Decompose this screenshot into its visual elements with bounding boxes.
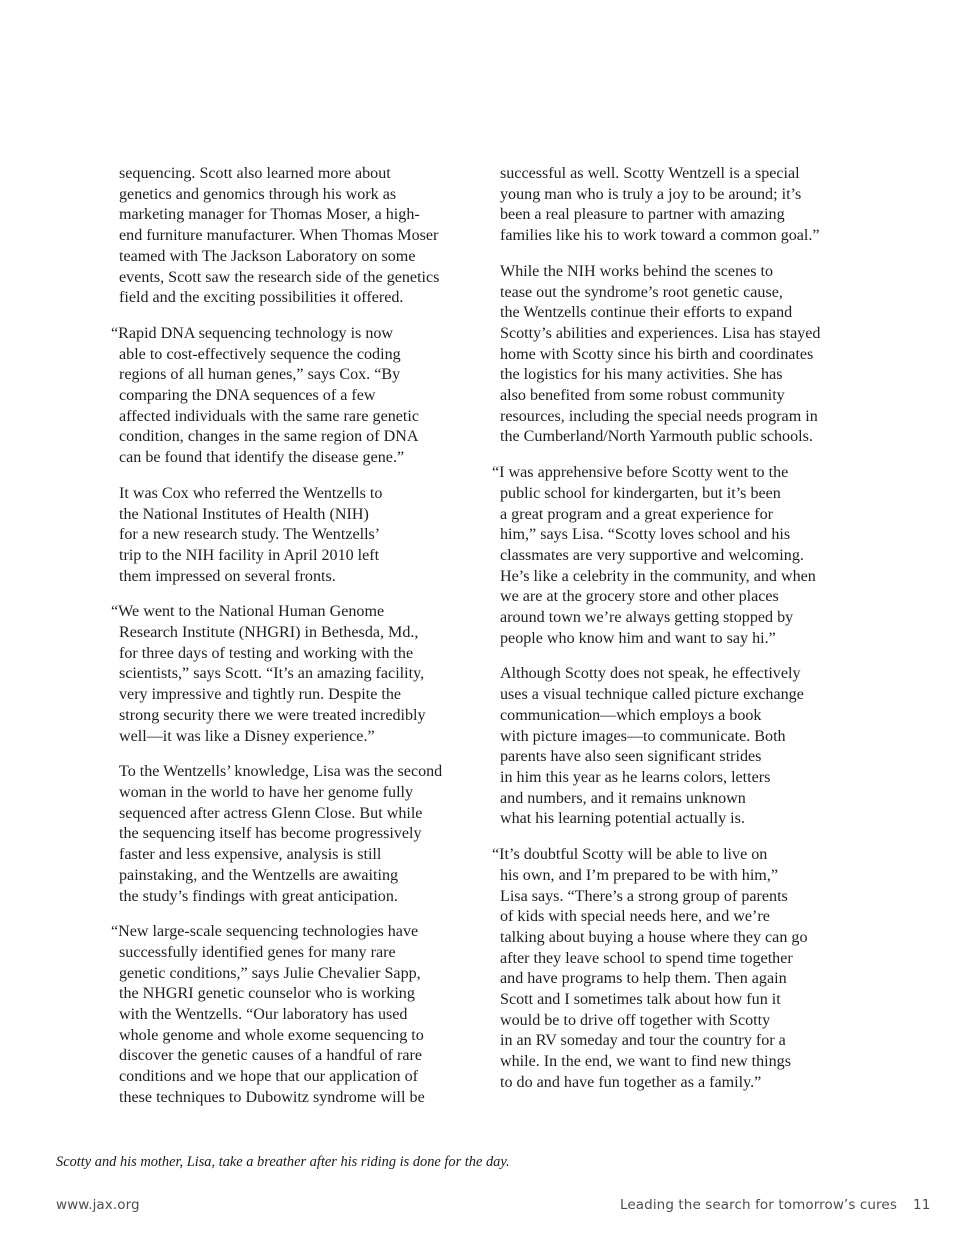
body-paragraph: To the Wentzells’ knowledge, Lisa was the second woman in the world to have her genome fully sequenced after actress Glenn Close. But while the sequencing itself has become progressively faster and less expensive, analysis is still painstaking, and the Wentzells are awaiting the study’s findings with great anticipation. (119, 763, 443, 905)
body-paragraph: It was Cox who referred the Wentzells to the National Institutes of Health (NIH) for a new research study. The Wentzells’ trip to the NIH facility in April 2010 left them impressed on several fronts. (119, 484, 383, 585)
quote-paragraph: “Rapid DNA sequencing technology is now able to cost-effectively sequence the coding regions of all human genes,” says Cox. “By comparing the DNA sequences of a few affected individuals with the same rare genetic condition, changes in the same region of DNA can be found that identify the disease gene.” (111, 324, 419, 467)
right-column (492, 164, 865, 1109)
quote-paragraph: “We went to the National Human Genome Research Institute (NHGRI) in Bethesda, Md., for three days of testing and working with the scientists,” says Scott. “It’s an amazing facility, very impressive and tightly run. Despite the strong security there we were treated incredibly well—it was like a Disney experience.” (111, 603, 426, 745)
footer-url[interactable]: www.jax.org (56, 1197, 140, 1213)
body-paragraph: successful as well. Scotty Wentzell is a special young man who is truly a joy to be around; it’s been a real pleasure to partner with amazing families like his to work toward a common goal.” (500, 165, 820, 245)
left-column (111, 164, 484, 1124)
page-number: 11 (913, 1197, 931, 1213)
quote-paragraph: “It’s doubtful Scotty will be able to live on his own, and I’m prepared to be with him,” Lisa says. “There’s a strong group of parents of kids with special needs here, and we’re talking about buying a house where they can go after they leave school to spend time together and have programs to help them. Then again Scott and I sometimes talk about how fun it would be to drive off together with Scotty in an RV someday and tour the country for a while. In the end, we want to find new things to do and have fun together as a family.” (492, 846, 808, 1091)
photo-caption: Scotty and his mother, Lisa, take a breather after his riding is done for the day. (56, 1154, 510, 1170)
body-paragraph: Although Scotty does not speak, he effectively uses a visual technique called picture exchange communication—which employs a book with picture images—to communicate. Both parents have also seen significant strides in him this year as he learns colors, letters and numbers, and it remains unknown what his learning potential actually is. (500, 665, 804, 828)
quote-paragraph: “New large-scale sequencing technologies have successfully identified genes for many rare genetic conditions,” says Julie Chevalier Sapp, the NHGRI genetic counselor who is working with the Wentzells. “Our laboratory has used whole genome and whole exome sequencing to discover the genetic causes of a handful of rare conditions and we hope that our application of these techniques to Dubowitz syndrome will be (111, 923, 425, 1106)
body-paragraph: sequencing. Scott also learned more about genetics and genomics through his work as marketing manager for Thomas Moser, a high- end furniture manufacturer. When Thomas Moser teamed with The Jackson Laboratory on some events, Scott saw the research side of the genetics field and the exciting possibilities it offered. (119, 165, 440, 307)
quote-paragraph: “I was apprehensive before Scotty went to the public school for kindergarten, but it’s been a great program and a great experience for him,” says Lisa. “Scotty loves school and his classmates are very supportive and welcoming. He’s like a celebrity in the community, and when we are at the grocery store and other places around town we’re always getting stopped by people who know him and want to say hi.” (492, 464, 816, 647)
body-paragraph: While the NIH works behind the scenes to tease out the syndrome’s root genetic cause, the Wentzells continue their efforts to expand Scotty’s abilities and experiences. Lisa has stayed home with Scotty since his birth and coordinates the logistics for his many activities. She has also benefited from some robust community resources, including the special needs program in the Cumberland/North Yarmouth public schools. (500, 262, 821, 446)
footer-tagline: Leading the search for tomorrow’s cures (620, 1197, 897, 1213)
